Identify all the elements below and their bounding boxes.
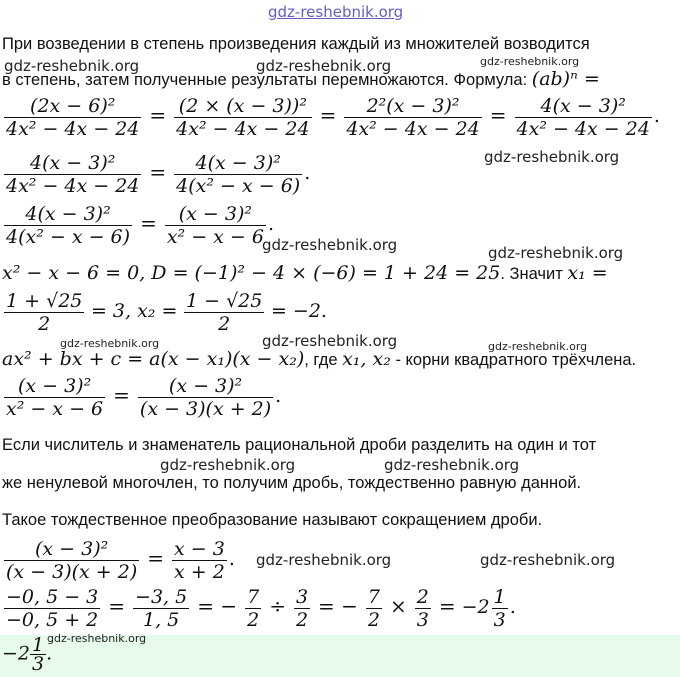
- fraction-denominator: x + 2: [174, 561, 225, 583]
- equation-row-1: $\frac{\text{(2x − 6)²}}{\text{4x² − 4x − 24}}$ = $\frac{\text{(2 × (x − 3))²}}{\text{4x² − 4x − 24}}$ = $\frac{\text{2²(x − 3)²}}{\text{4x² − 4x − 24}}$ = $\frac{\text{4(x − 3)²}}{\text{4x² − 4x − 24}}$ .: [6, 95, 660, 140]
- watermark[interactable]: gdz-reshebnik.org: [256, 57, 392, 75]
- paragraph-1-line-1: При возведении в степень произведения каждый из множителей возводится: [2, 35, 590, 53]
- fraction: [30, 636, 46, 673]
- watermark[interactable]: gdz-reshebnik.org: [488, 244, 624, 262]
- formula-power: (ab)ⁿ =: [531, 68, 600, 90]
- fraction-denominator: 4x² − 4x − 24: [6, 118, 140, 140]
- fraction: [133, 586, 189, 631]
- fraction-denominator: 4x² − 4x − 24: [516, 118, 650, 140]
- fraction-denominator: (x − 3)(x + 2): [139, 398, 272, 420]
- fraction-numerator: −3, 5: [135, 586, 188, 608]
- fraction-numerator: 4(x − 3)²: [174, 152, 302, 175]
- paragraph-3: Такое тождественное преобразование называют сокращением дроби.: [2, 511, 543, 529]
- watermark[interactable]: gdz-reshebnik.org: [488, 340, 588, 353]
- fraction-numerator: 1 + √25: [6, 290, 83, 312]
- fraction-denominator: 3: [416, 609, 429, 631]
- fraction-numerator: (2x − 6)²: [4, 95, 141, 118]
- fraction-numerator: 2: [416, 586, 429, 608]
- watermark[interactable]: gdz-reshebnik.org: [262, 236, 398, 254]
- fraction: [174, 95, 311, 140]
- fraction: [366, 586, 382, 631]
- fraction-numerator: (x − 3)²: [138, 375, 273, 398]
- fraction: [515, 95, 652, 140]
- equation-row-4: x² − x − 6 = 0, D = (−1)² − 4 × (−6) = 1 + 24 = 25. Значит x₁ =: [2, 262, 608, 284]
- fraction-numerator: −0, 5 − 3: [6, 586, 99, 608]
- equation-row-8: $\frac{\text{(x − 3)²}}{(x - 3)(x + 2)}$ = $\frac{x - 3}{x + 2}$ .: [6, 538, 235, 583]
- watermark-top[interactable]: gdz-reshebnik.org: [268, 3, 404, 21]
- fraction-numerator: 1 − √25: [185, 290, 263, 312]
- fraction: [415, 586, 431, 631]
- watermark[interactable]: gdz-reshebnik.org: [480, 551, 616, 569]
- watermark[interactable]: gdz-reshebnik.org: [262, 332, 398, 350]
- fraction-denominator: 1, 5: [142, 609, 180, 631]
- fraction: [172, 538, 227, 583]
- fraction-denominator: 4(x² − x − 6): [6, 226, 131, 248]
- equation-row-3: $\frac{\text{4(x − 3)²}}{\text{4(x² − x − 6)}}$ = $\frac{\text{(x − 3)²}}{\text{x² − x − 6}}$ .: [6, 203, 275, 248]
- fraction-denominator: x² − x − 6: [166, 226, 264, 248]
- watermark[interactable]: gdz-reshebnik.org: [60, 337, 160, 350]
- fraction-numerator: 4(x − 3)²: [515, 95, 652, 118]
- paragraph-2-line-1: Если числитель и знаменатель рациональной дроби разделить на один и тот: [2, 436, 597, 454]
- fraction-numerator: 3: [295, 586, 309, 608]
- fraction: [184, 290, 264, 335]
- fraction: [294, 586, 310, 631]
- fraction-denominator: 3: [32, 653, 45, 675]
- fraction-denominator: −0, 5 + 2: [6, 609, 99, 631]
- equation-row-6: ax² + bx + c = a(x − x₁)(x − x₂), где x₁, x₂ - корни квадратного трёхчлена.: [2, 348, 637, 370]
- fraction: [4, 538, 139, 583]
- watermark[interactable]: gdz-reshebnik.org: [160, 456, 296, 474]
- equation-row-5: $\frac{1 + √25}{2}$ = 3, x₂ = $\frac{1 - √25}{2}$ = −2.: [6, 290, 327, 335]
- answer: −2 $\frac{1}{3}$ .: [2, 634, 53, 675]
- fraction-denominator: x² − x − 6: [6, 398, 104, 420]
- fraction: [4, 95, 141, 140]
- watermark[interactable]: gdz-reshebnik.org: [484, 148, 620, 166]
- fraction: [4, 586, 100, 631]
- fraction-numerator: 7: [247, 586, 260, 608]
- watermark[interactable]: gdz-reshebnik.org: [47, 632, 147, 645]
- fraction-denominator: 2: [38, 313, 51, 335]
- fraction: [344, 95, 481, 140]
- watermark[interactable]: gdz-reshebnik.org: [384, 456, 520, 474]
- fraction: [174, 152, 302, 197]
- fraction: [4, 203, 132, 248]
- watermark[interactable]: gdz-reshebnik.org: [480, 55, 580, 68]
- watermark[interactable]: gdz-reshebnik.org: [256, 551, 392, 569]
- fraction: [4, 375, 105, 420]
- fraction-numerator: (x − 3)²: [165, 203, 266, 226]
- fraction: [492, 586, 508, 631]
- fraction-denominator: 2: [295, 609, 309, 631]
- fraction-numerator: 1: [493, 586, 506, 608]
- fraction-denominator: (x − 3)(x + 2): [6, 561, 138, 583]
- fraction-numerator: (2 × (x − 3))²: [174, 95, 311, 118]
- paragraph-2-line-2: же ненулевой многочлен, то получим дробь, тождественно равную данной.: [2, 474, 582, 492]
- fraction: [165, 203, 266, 248]
- paragraph-1-text: в степень, затем полученные результаты перемножаются. Формула:: [2, 71, 528, 89]
- fraction-denominator: 2: [218, 313, 231, 335]
- fraction-numerator: x − 3: [174, 538, 225, 560]
- fraction-denominator: 4x² − 4x − 24: [176, 118, 310, 140]
- watermark[interactable]: gdz-reshebnik.org: [4, 57, 140, 75]
- fraction: [4, 290, 84, 335]
- fraction-denominator: 2: [247, 609, 260, 631]
- fraction-numerator: 1: [32, 634, 45, 656]
- fraction-numerator: (x − 3)²: [4, 375, 105, 398]
- fraction-numerator: 7: [367, 586, 381, 608]
- fraction-denominator: 4x² − 4x − 24: [6, 175, 140, 197]
- fraction-numerator: 4(x − 3)²: [4, 203, 132, 226]
- fraction-numerator: (x − 3)²: [4, 538, 139, 561]
- fraction: [245, 586, 261, 631]
- fraction-numerator: 4(x − 3)²: [4, 152, 141, 175]
- equation-row-9: $\frac{-0, 5 - 3}{-0, 5 + 2}$ = $\frac{-3, 5}{1, 5}$ = − $\frac{7}{2}$ ÷ $\frac{3}{2}$ = − $\frac{7}{2}$ × $\frac{2}{3}$ = −2 $\frac{1}{3}$ .: [6, 586, 516, 631]
- fraction-denominator: 4x² − 4x − 24: [346, 118, 480, 140]
- fraction-denominator: 2: [367, 609, 381, 631]
- equation-row-2: $\frac{\text{4(x − 3)²}}{\text{4x² − 4x − 24}}$ = $\frac{\text{4(x − 3)²}}{\text{4(x² − x − 6)}}$ .: [6, 152, 311, 197]
- fraction: [4, 152, 141, 197]
- equation-row-7: $\frac{\text{(x − 3)²}}{\text{x² − x − 6}}$ = $\frac{\text{(x − 3)²}}{(x - 3)(x + 2)}$ .: [6, 375, 282, 420]
- fraction-numerator: 2²(x − 3)²: [344, 95, 481, 118]
- fraction-denominator: 4(x² − x − 6): [176, 175, 301, 197]
- fraction-denominator: 3: [493, 609, 506, 631]
- fraction: [138, 375, 273, 420]
